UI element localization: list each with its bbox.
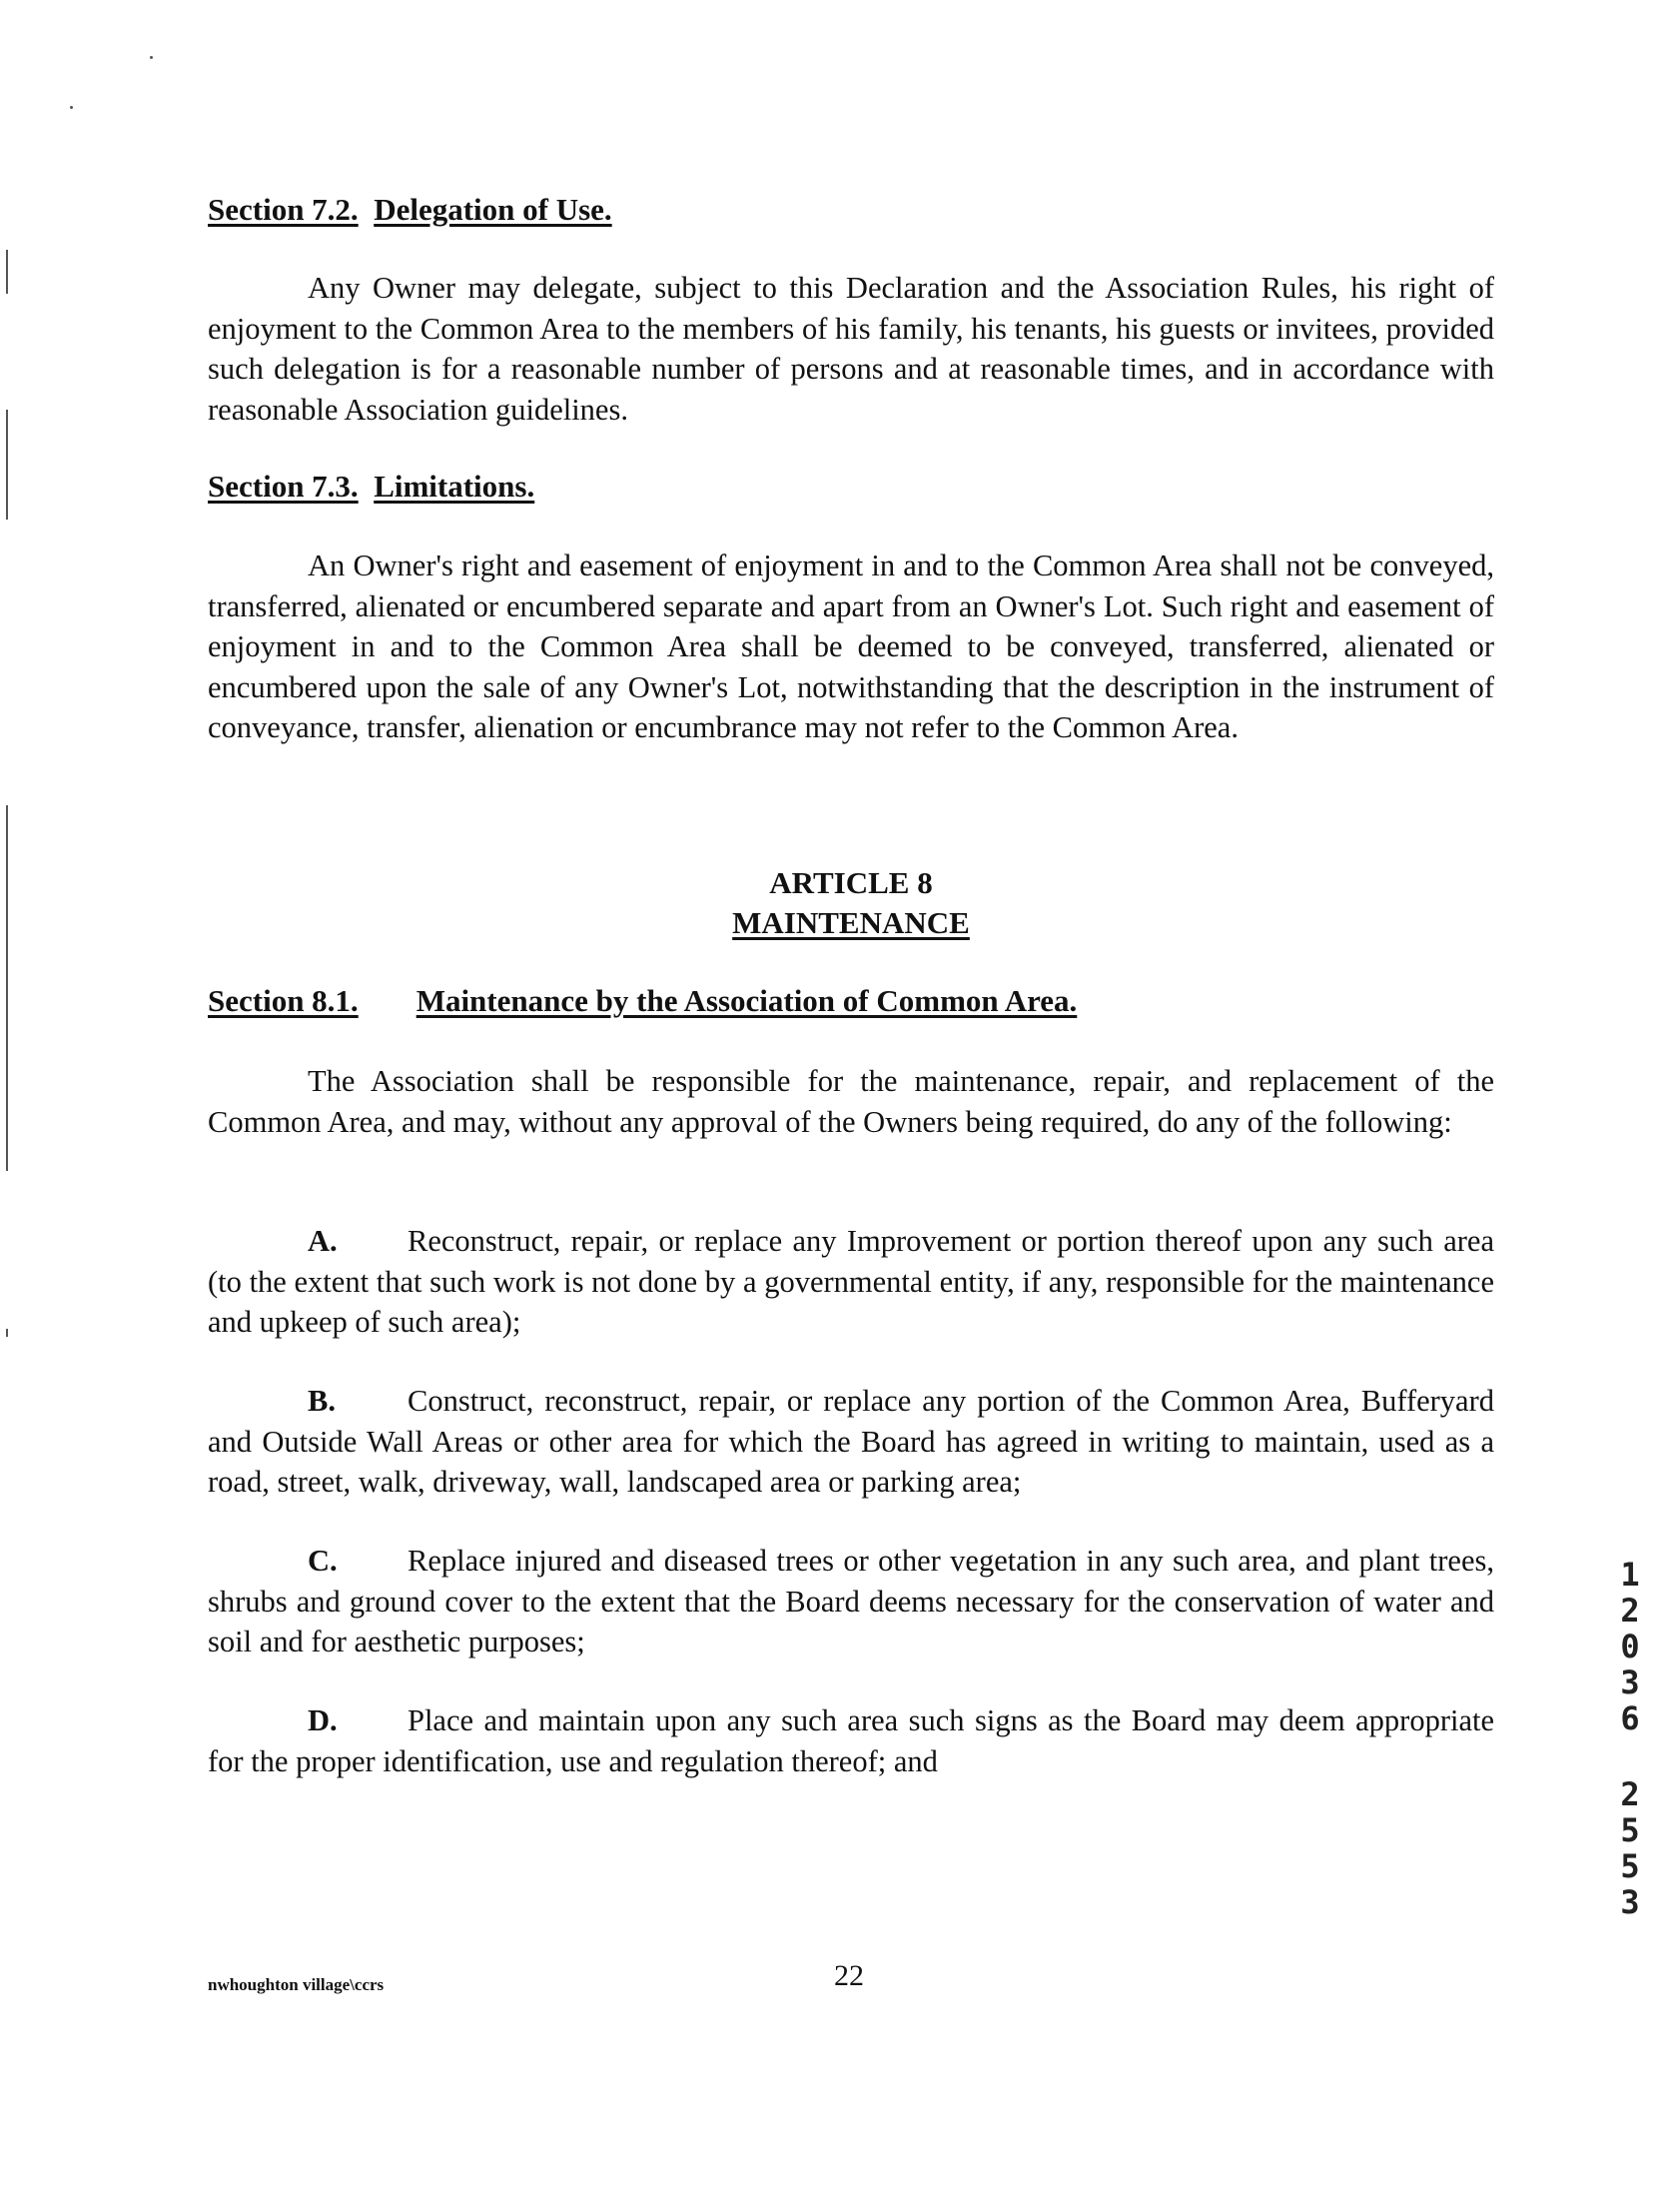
- list-item-label: D.: [308, 1703, 338, 1737]
- list-item-text: Construct, reconstruct, repair, or replace any portion of the Common Area, Bufferyard and Outside Wall Areas or other area for which the Board has agreed in writing to maintain, used as a road, street, walk, driveway, wall, landscaped area or parking area;: [208, 1384, 1494, 1499]
- section-7-2-number: Section 7.2.: [208, 192, 359, 227]
- scan-speck: [150, 56, 153, 59]
- section-7-2-body: Any Owner may delegate, subject to this Declaration and the Association Rules, his right of enjoyment to the Common Area to the members of his family, his tenants, his guests or invitees, provided such delegation is for a reasonable number of persons and at reasonable times, and in accordance with reasonable Association guidelines.: [208, 271, 1494, 427]
- section-7-3-body: An Owner's right and easement of enjoyment in and to the Common Area shall not be conveyed, transferred, alienated or encumbered separate and apart from an Owner's Lot. Such right and easement of enjoyment in and to the Common Area shall be deemed to be conveyed, transferred, alienated or encumbered upon the sale of any Owner's Lot, notwithstanding that the description in the instrument of conveyance, transfer, alienation or encumbrance may not refer to the Common Area.: [208, 549, 1494, 744]
- stamp-digit: 0: [1620, 1628, 1640, 1665]
- stamp-digit: 2: [1620, 1592, 1640, 1630]
- recording-stamp-upper: [1610, 1557, 1650, 1736]
- scan-margin-line: [6, 805, 8, 1171]
- footer-file-path: nwhoughton village\ccrs: [208, 1975, 385, 1994]
- list-item: [208, 1541, 1494, 1662]
- section-8-1-body: The Association shall be responsible for the maintenance, repair, and replacement of the Common Area, and may, without any approval of the Owners being required, do any of the following:: [208, 1064, 1494, 1139]
- recording-stamp-lower: [1610, 1776, 1650, 1920]
- section-8-1-heading: [208, 981, 1494, 1021]
- section-8-1-title: Maintenance by the Association of Common Area.: [416, 983, 1078, 1018]
- section-7-2-title: Delegation of Use.: [374, 192, 612, 227]
- stamp-digit: 2: [1620, 1775, 1640, 1813]
- list-item: [208, 1700, 1494, 1781]
- scan-margin-line: [6, 250, 8, 294]
- list-item-label: A.: [308, 1224, 338, 1258]
- list-item-text: Reconstruct, repair, or replace any Improvement or portion thereof upon any such area (to the extent that such work is not done by a governmental entity, if any, responsible for the maintenance and upkeep of such area);: [208, 1224, 1494, 1339]
- section-7-3-title: Limitations.: [374, 469, 535, 504]
- list-item-label: C.: [308, 1544, 338, 1578]
- list-item-text: Replace injured and diseased trees or other vegetation in any such area, and plant trees, shrubs and ground cover to the extent that the Board deems necessary for the conservation of water and soil and for aesthetic purposes;: [208, 1544, 1494, 1658]
- scan-margin-line: [6, 410, 8, 520]
- list-item: [208, 1221, 1494, 1343]
- stamp-digit: 1: [1620, 1556, 1640, 1594]
- list-item-text: Place and maintain upon any such area such signs as the Board may deem appropriate for the proper identification, use and regulation thereof; and: [208, 1703, 1494, 1778]
- stamp-digit: 5: [1620, 1847, 1640, 1885]
- article-number: ARTICLE 8: [769, 865, 933, 900]
- section-7-3-number: Section 7.3.: [208, 469, 359, 504]
- stamp-digit: 5: [1620, 1811, 1640, 1849]
- section-7-3-heading: [208, 467, 1494, 507]
- stamp-digit: 3: [1620, 1663, 1640, 1701]
- list-item-label: B.: [308, 1384, 336, 1418]
- article-title: [208, 903, 1494, 943]
- scan-speck: [70, 106, 73, 109]
- article-title-text: MAINTENANCE: [732, 905, 970, 940]
- page-number: 22: [834, 1959, 864, 1992]
- scan-margin-line: [6, 1329, 8, 1337]
- stamp-digit: 6: [1620, 1699, 1640, 1737]
- stamp-digit: 3: [1620, 1883, 1640, 1921]
- section-7-2-heading: [208, 190, 1494, 230]
- section-8-1-number: Section 8.1.: [208, 983, 359, 1018]
- list-item: [208, 1381, 1494, 1503]
